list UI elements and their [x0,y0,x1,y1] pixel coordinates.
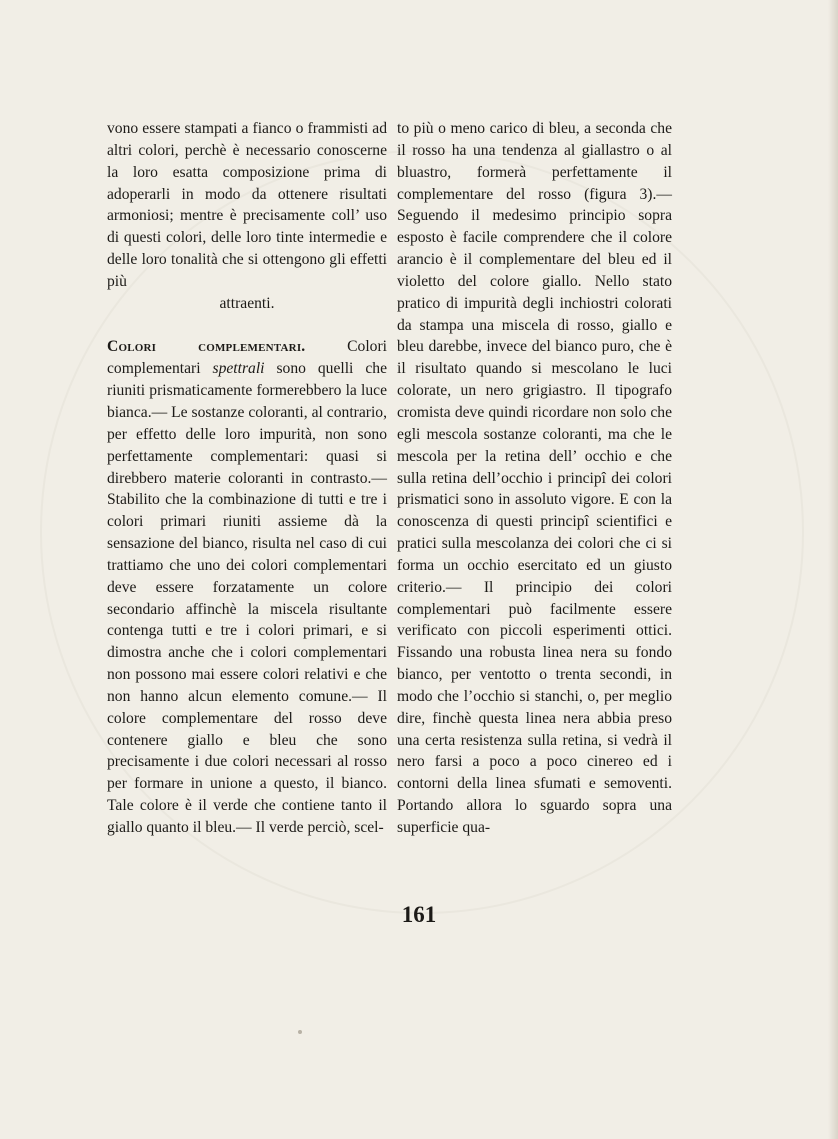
left-text-column [107,118,387,839]
paragraph-body: vono essere stampati a fianco o frammisti ad altri colori, perchè è necessario conoscerne la loro esatta composizione prima di adoperarli in modo da ottenere risultati armoniosi; mentre è precisamente coll’ uso di questi colori, delle loro tinte intermedie e delle loro tonalità che si ottengono gli effetti più [107,120,387,290]
section-heading: Colori complementari. [107,338,306,356]
page-number: 161 [401,902,437,927]
paragraph-text-continued: sono quelli che riuniti prismaticamente formerebbero la luce bianca.— Le sostanze coloranti, al contrario, per effetto delle loro impurità, non sono perfettamente complementari: quasi si direbbero materie coloranti in contrasto.— Stabilito che la combinazione di tutti e tre i colori primari riuniti assieme dà la sensazione del bianco, risulta nel caso di cui trattiamo che uno dei colori complementari deve essere forzatamente un colore secondario affinchè la miscela risultante contenga tutti e tre i colori primari, e si dimostra anche che i colori complementari non possono mai essere colori relativi e che non hanno alcun elemento comune.— Il colore complementare del rosso deve contenere giallo e bleu che sono precisamente i due colori necessari al rosso per formare in unione a questo, il bianco. Tale colore è il verde che contiene tanto il giallo quanto il bleu.— Il verde perciò, scel- [107,360,387,836]
paragraph-color-harmony [107,118,387,315]
right-text-column [397,118,672,839]
paragraph-last-line: attraenti. [219,294,275,312]
italic-term: spettrali [212,360,265,378]
paragraph-continuation: to più o meno carico di bleu, a seconda che il rosso ha una tendenza al giallastro o al bluastro, formerà perfettamente il complementare del rosso (figura 3).— Seguendo il medesimo principio sopra esposto è facile comprendere che il colore arancio è il complementare del bleu ed il violetto del colore giallo. Nello stato pratico di impurità degli inchiostri colorati da stampa una miscela di rosso, giallo e bleu darebbe, invece del bianco puro, che è il risultato quando si mescolano le luci colorate, un nero grigiastro. Il tipografo cromista deve quindi ricordare non solo che egli mescola sostanze coloranti, ma che le mescola per la retina dell’ occhio e che sulla retina dell’occhio i principî dei colori prismatici sono in assoluto vigore. E con la conoscenza di questi principî scientifici e pratici sulla mescolanza dei colori che ci si forma un occhio esercitato ed un giusto criterio.— Il principio dei colori complementari può facilmente essere verificato con piccoli esperimenti ottici. Fissando una robusta linea nera su fondo bianco, per ventotto o trenta secondi, in modo che l’occhio si stanchi, o, per meglio dire, finchè questa linea nera abbia preso una certa resistenza sulla retina, si vedrà il nero farsi a poco a poco cinereo ed i contorni della linea sfumati e semoventi. Portando allora lo sguardo sopra una superficie qua- [397,120,672,836]
paper-speck [298,1030,302,1034]
paragraph-text: Colori complementari [107,338,387,378]
page-edge-shadow [828,0,838,1139]
paragraph-complementary-colors [107,336,387,838]
